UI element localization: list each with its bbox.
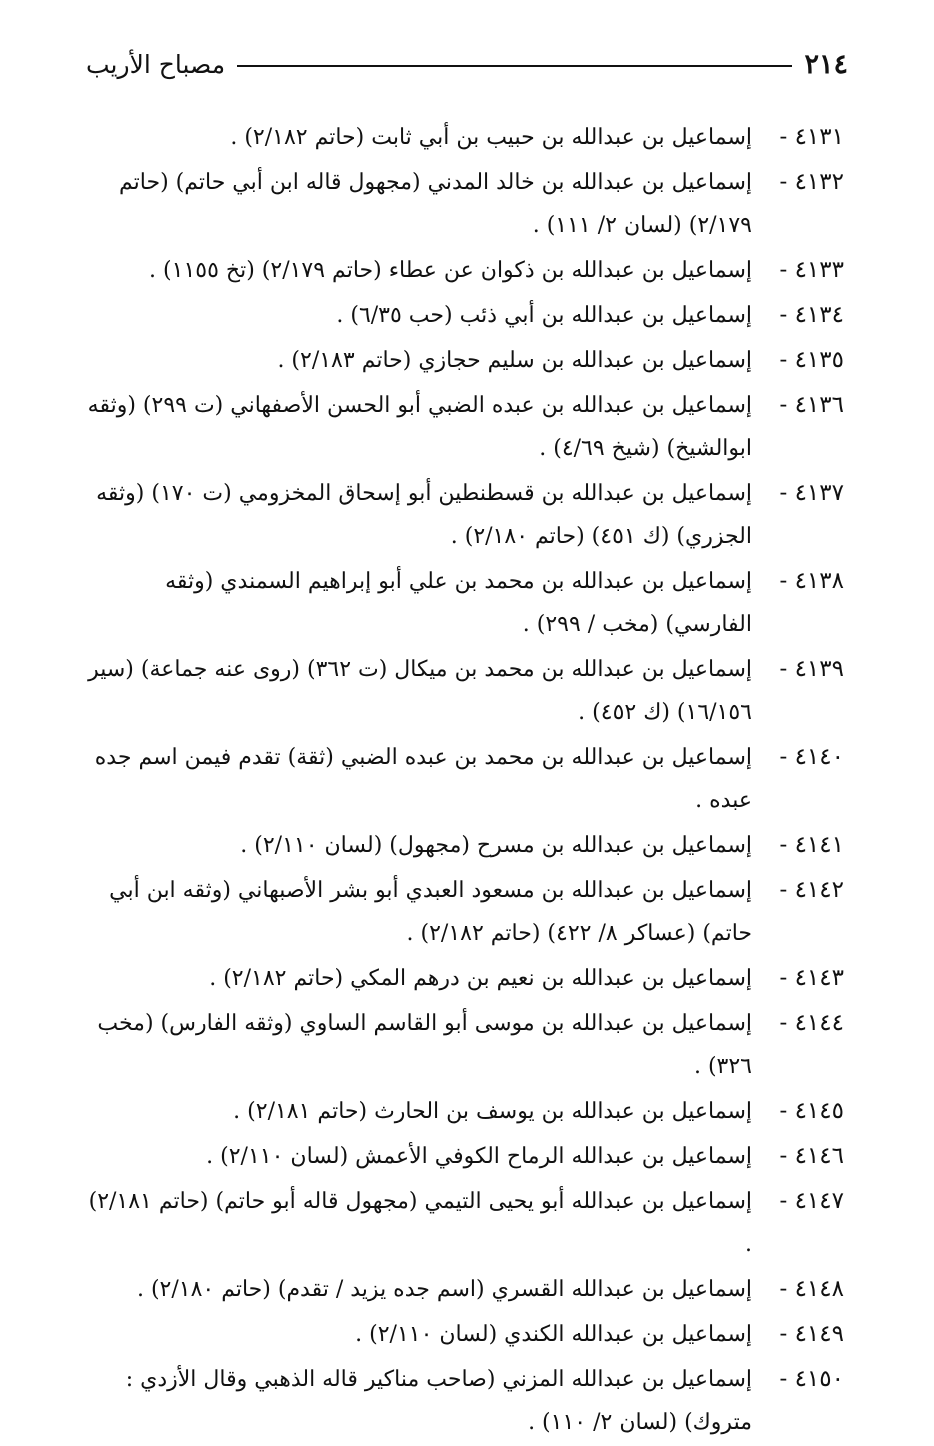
entry-4150 <box>78 1358 844 1444</box>
entry-number: ٤١٤٣ - <box>779 965 844 991</box>
entry-4140 <box>78 736 844 822</box>
entry-text: إسماعيل بن عبدالله أبو يحيى التيمي (مجهول قاله أبو حاتم) (حاتم ٢/١٨١) . <box>88 1189 752 1257</box>
entry-text: إسماعيل بن عبدالله الرماح الكوفي الأعمش (لسان ٢/١١٠) . <box>206 1144 752 1169</box>
entry-4141 <box>78 824 844 867</box>
entry-4138 <box>78 560 844 646</box>
entry-number: ٤١٤٥ - <box>779 1098 844 1124</box>
entry-text: إسماعيل بن عبدالله بن يوسف بن الحارث (حاتم ٢/١٨١) . <box>233 1099 752 1124</box>
entry-number: ٤١٣١ - <box>779 124 844 150</box>
entry-4143 <box>78 957 844 1000</box>
entry-number: ٤١٣٤ - <box>779 302 844 328</box>
entry-text: إسماعيل بن عبدالله بن محمد بن علي أبو إبراهيم السمندي (وثقه الفارسي) (مخب / ٢٩٩) . <box>165 569 752 637</box>
book-title: مصباح الأريب <box>86 49 226 79</box>
entry-4139 <box>78 648 844 734</box>
entry-number: ٤١٤١ - <box>779 832 844 858</box>
entry-text: إسماعيل بن عبدالله بن خالد المدني (مجهول قاله ابن أبي حاتم) (حاتم ٢/١٧٩) (لسان ٢/ ١١١) . <box>119 170 752 238</box>
entry-4131 <box>78 116 844 159</box>
entry-text: إسماعيل بن عبدالله بن قسطنطين أبو إسحاق المخزومي (ت ١٧٠) (وثقه الجزري) (ك ٤٥١) (حاتم ٢/١٨٠) . <box>96 481 752 549</box>
entry-text: إسماعيل بن عبدالله بن محمد بن عبده الضبي (ثقة) تقدم فيمن اسم جده عبده . <box>94 745 752 813</box>
entry-number: ٤١٤٨ - <box>779 1276 844 1302</box>
entry-list <box>78 116 844 1446</box>
entry-text: إسماعيل بن عبدالله بن محمد بن ميكال (ت ٣٦٢) (روى عنه جماعة) (سير ١٦/١٥٦) (ك ٤٥٢) . <box>88 657 752 725</box>
entry-text: إسماعيل بن عبدالله بن مسعود العبدي أبو بشر الأصبهاني (وثقه ابن أبي حاتم) (عساكر ٨/ ٤٢٢) (حاتم ٢/١٨٢) . <box>109 878 752 946</box>
entry-4147 <box>78 1180 844 1266</box>
entry-4137 <box>78 472 844 558</box>
entry-text: إسماعيل بن عبدالله بن نعيم بن درهم المكي (حاتم ٢/١٨٢) . <box>209 966 752 991</box>
entry-4149 <box>78 1313 844 1356</box>
entry-number: ٤١٣٣ - <box>779 257 844 283</box>
entry-text: إسماعيل بن عبدالله بن حبيب بن أبي ثابت (حاتم ٢/١٨٢) . <box>230 125 752 150</box>
entry-text: إسماعيل بن عبدالله الكندي (لسان ٢/١١٠) . <box>355 1322 752 1347</box>
entry-number: ٤١٣٦ - <box>779 392 844 418</box>
page-number: ٢١٤ <box>804 48 848 80</box>
entry-4142 <box>78 869 844 955</box>
entry-text: إسماعيل بن عبدالله القسري (اسم جده يزيد / تقدم) (حاتم ٢/١٨٠) . <box>136 1277 752 1302</box>
entry-4145 <box>78 1090 844 1133</box>
entry-text: إسماعيل بن عبدالله بن سليم حجازي (حاتم ٢/١٨٣) . <box>277 348 752 373</box>
entry-text: إسماعيل بن عبدالله المزني (صاحب مناكير قاله الذهبي وقال الأزدي : متروك) (لسان ٢/ ١١٠) . <box>125 1367 752 1435</box>
entry-number: ٤١٣٨ - <box>779 568 844 594</box>
entry-text: إسماعيل بن عبدالله بن أبي ذئب (حب ٦/٣٥) . <box>336 303 752 328</box>
entry-text: إسماعيل بن عبدالله بن ذكوان عن عطاء (حاتم ٢/١٧٩) (تخ ١١٥٥) . <box>149 258 752 283</box>
entry-number: ٤١٣٧ - <box>779 480 844 506</box>
entry-number: ٤١٥٠ - <box>779 1366 844 1392</box>
entry-number: ٤١٣٢ - <box>779 169 844 195</box>
entry-number: ٤١٤٧ - <box>779 1188 844 1214</box>
entry-number: ٤١٤٠ - <box>779 744 844 770</box>
entry-number: ٤١٣٩ - <box>779 656 844 682</box>
entry-number: ٤١٤٢ - <box>779 877 844 903</box>
entry-4134 <box>78 294 844 337</box>
entry-number: ٤١٤٤ - <box>779 1010 844 1036</box>
entry-number: ٤١٤٩ - <box>779 1321 844 1347</box>
entry-4146 <box>78 1135 844 1178</box>
entry-4133 <box>78 249 844 292</box>
entry-text: إسماعيل بن عبدالله بن مسرح (مجهول) (لسان ٢/١١٠) . <box>240 833 752 858</box>
entry-4148 <box>78 1268 844 1311</box>
entry-4132 <box>78 161 844 247</box>
entry-text: إسماعيل بن عبدالله بن موسى أبو القاسم الساوي (وثقه الفارس) (مخب ٣٢٦) . <box>97 1011 752 1079</box>
entry-4136 <box>78 384 844 470</box>
entry-number: ٤١٣٥ - <box>779 347 844 373</box>
header-rule <box>237 65 792 67</box>
entry-text: إسماعيل بن عبدالله بن عبده الضبي أبو الحسن الأصفهاني (ت ٢٩٩) (وثقه ابوالشيخ) (شيخ ٤/٦٩) . <box>87 393 752 461</box>
page-header <box>86 44 848 84</box>
entry-number: ٤١٤٦ - <box>779 1143 844 1169</box>
entry-4135 <box>78 339 844 382</box>
entry-4144 <box>78 1002 844 1088</box>
